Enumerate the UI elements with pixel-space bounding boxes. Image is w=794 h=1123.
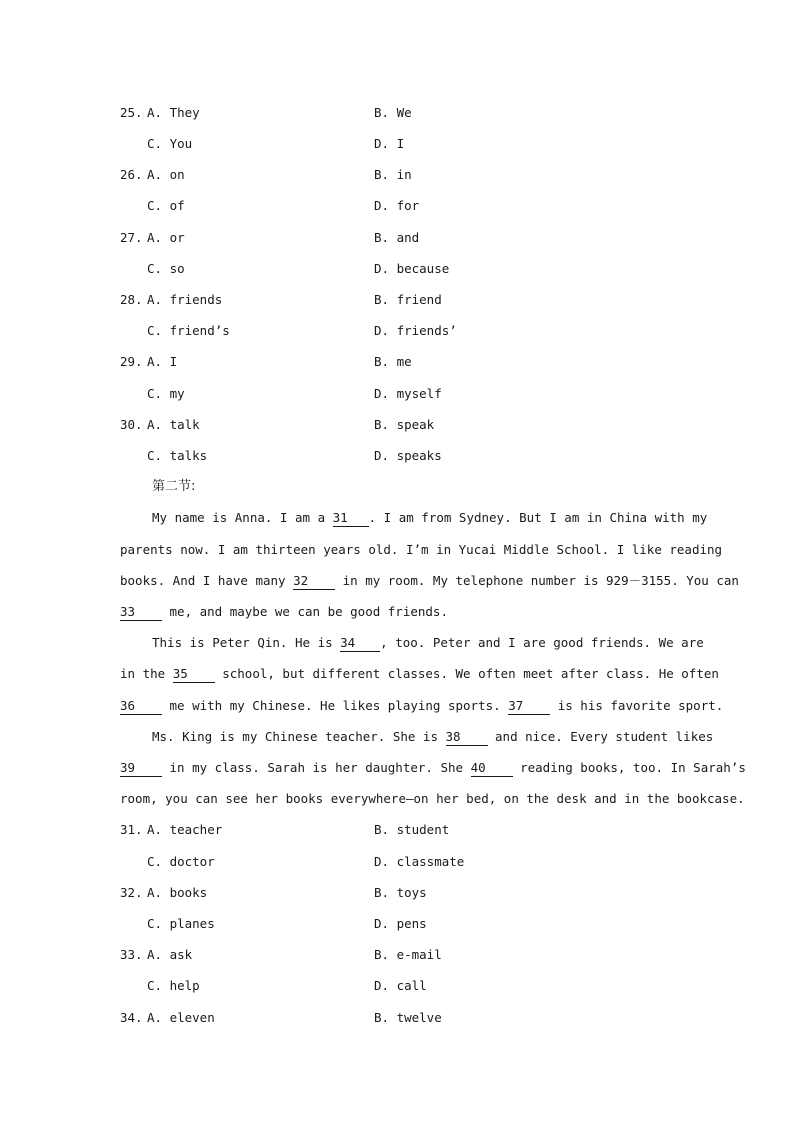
passage-line bbox=[120, 602, 675, 622]
passage-line bbox=[152, 508, 708, 528]
blank-40: 40 bbox=[471, 760, 513, 777]
option-c: C. so bbox=[147, 261, 185, 276]
option-a: A. talk bbox=[147, 417, 200, 432]
passage-line bbox=[120, 696, 724, 716]
blank-33: 33 bbox=[120, 604, 162, 621]
passage-line: parents now. I am thirteen years old. I’m in Yucai Middle School. I like reading bbox=[120, 542, 723, 557]
option-d: D. speaks bbox=[374, 448, 442, 463]
blank-31: 31 bbox=[333, 510, 369, 527]
question-number: 33. bbox=[120, 947, 143, 962]
option-b: B. friend bbox=[374, 292, 442, 307]
passage-text: , too. Peter and I are good friends. We are bbox=[380, 635, 704, 650]
blank-37: 37 bbox=[508, 698, 550, 715]
option-d: D. pens bbox=[374, 916, 427, 931]
passage-line bbox=[120, 571, 739, 591]
option-c: C. of bbox=[147, 198, 185, 213]
passage-text: and nice. Every student likes bbox=[487, 729, 714, 744]
passage-text: Ms. King is my Chinese teacher. She is bbox=[152, 729, 446, 744]
passage-text: is his favorite sport. bbox=[550, 698, 724, 713]
passage-text: in the bbox=[120, 666, 173, 681]
question-number: 32. bbox=[120, 885, 143, 900]
option-a: A. or bbox=[147, 230, 185, 245]
passage-line bbox=[152, 633, 704, 653]
passage-text: in my class. Sarah is her daughter. She bbox=[162, 760, 471, 775]
option-b: B. me bbox=[374, 354, 412, 369]
question-number: 30. bbox=[120, 417, 143, 432]
option-b: B. speak bbox=[374, 417, 435, 432]
passage-text: school, but different classes. We often meet after class. He often bbox=[214, 666, 719, 681]
option-d: D. because bbox=[374, 261, 450, 276]
option-b: B. student bbox=[374, 822, 450, 837]
option-b: B. twelve bbox=[374, 1010, 442, 1025]
option-a: A. books bbox=[147, 885, 208, 900]
question-number: 25. bbox=[120, 105, 143, 120]
passage-text: me with my Chinese. He likes playing sports. bbox=[162, 698, 509, 713]
passage-text: reading books, too. In Sarah’s bbox=[512, 760, 746, 775]
blank-38: 38 bbox=[446, 729, 488, 746]
blank-35: 35 bbox=[173, 666, 215, 683]
option-d: D. I bbox=[374, 136, 405, 151]
option-d: D. myself bbox=[374, 386, 442, 401]
question-number: 28. bbox=[120, 292, 143, 307]
option-d: D. friends’ bbox=[374, 323, 457, 338]
option-a: A. I bbox=[147, 354, 178, 369]
passage-text: This is Peter Qin. He is bbox=[152, 635, 341, 650]
option-c: C. You bbox=[147, 136, 193, 151]
passage-text: books. And I have many bbox=[120, 573, 294, 588]
passage-text: . I am from Sydney. But I am in China with my bbox=[368, 510, 708, 525]
option-a: A. teacher bbox=[147, 822, 223, 837]
option-b: B. e-mail bbox=[374, 947, 442, 962]
option-c: C. my bbox=[147, 386, 185, 401]
option-c: C. friend’s bbox=[147, 323, 230, 338]
option-d: D. call bbox=[374, 978, 427, 993]
passage-line bbox=[152, 727, 714, 747]
option-c: C. help bbox=[147, 978, 200, 993]
option-d: D. for bbox=[374, 198, 420, 213]
option-a: A. eleven bbox=[147, 1010, 215, 1025]
option-a: A. They bbox=[147, 105, 200, 120]
question-number: 26. bbox=[120, 167, 143, 182]
option-a: A. friends bbox=[147, 292, 223, 307]
question-number: 31. bbox=[120, 822, 143, 837]
question-number: 29. bbox=[120, 354, 143, 369]
blank-32: 32 bbox=[293, 573, 335, 590]
question-number: 27. bbox=[120, 230, 143, 245]
option-b: B. We bbox=[374, 105, 412, 120]
passage-text: me, and maybe we can be good friends. bbox=[162, 604, 448, 619]
section-heading: 第二节: bbox=[152, 479, 196, 494]
passage-line: room, you can see her books everywhere—on her bed, on the desk and in the bookcase. bbox=[120, 791, 745, 806]
blank-39: 39 bbox=[120, 760, 162, 777]
option-b: B. and bbox=[374, 230, 420, 245]
option-c: C. doctor bbox=[147, 854, 215, 869]
question-number: 34. bbox=[120, 1010, 143, 1025]
blank-36: 36 bbox=[120, 698, 162, 715]
option-b: B. in bbox=[374, 167, 412, 182]
passage-text: in my room. My telephone number is 929－3155. You can bbox=[335, 573, 739, 588]
option-d: D. classmate bbox=[374, 854, 465, 869]
passage-text: My name is Anna. I am a bbox=[152, 510, 333, 525]
option-c: C. planes bbox=[147, 916, 215, 931]
passage-line bbox=[120, 664, 719, 684]
option-c: C. talks bbox=[147, 448, 208, 463]
option-b: B. toys bbox=[374, 885, 427, 900]
option-a: A. on bbox=[147, 167, 185, 182]
passage-line bbox=[120, 758, 746, 778]
blank-34: 34 bbox=[340, 635, 380, 652]
option-a: A. ask bbox=[147, 947, 193, 962]
